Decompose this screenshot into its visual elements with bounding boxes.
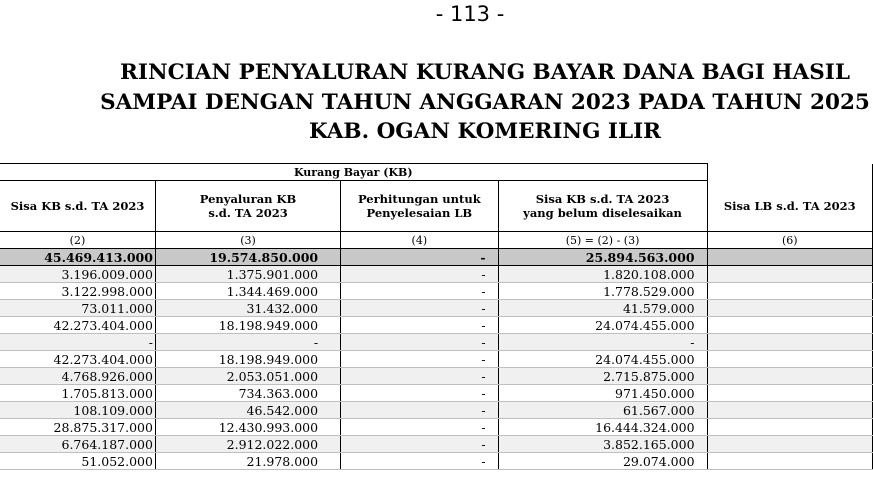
cell-sisa-lb	[707, 317, 872, 334]
total-perhitungan: -	[341, 249, 498, 266]
cell-sisa-lb	[707, 283, 872, 300]
cell-penyaluran-kb: 18.198.949.000	[155, 317, 340, 334]
table-row	[0, 385, 873, 402]
title-line-1: RINCIAN PENYALURAN KURANG BAYAR DANA BAGI HASIL	[120, 60, 850, 85]
cell-penyaluran-kb: 1.375.901.000	[155, 266, 340, 283]
cell-sisa-lb	[707, 300, 872, 317]
cell-sisa-kb: 73.011.000	[0, 300, 155, 317]
table-row	[0, 453, 873, 470]
header-perhitungan-line2: Penyelesaian LB	[366, 206, 473, 220]
cell-penyaluran-kb: -	[155, 334, 340, 351]
cell-sisa-kb: -	[0, 334, 155, 351]
cell-sisa-kb: 28.875.317.000	[0, 419, 155, 436]
cell-sisa-lb	[707, 453, 872, 470]
cell-penyaluran-kb: 12.430.993.000	[155, 419, 340, 436]
cell-perhitungan: -	[341, 317, 498, 334]
header-penyaluran-line2: s.d. TA 2023	[208, 206, 288, 220]
table-row	[0, 351, 873, 368]
cell-sisa-belum: 29.074.000	[498, 453, 707, 470]
cell-sisa-kb: 108.109.000	[0, 402, 155, 419]
header-sisa-lb-label: Sisa LB s.d. TA 2023	[723, 198, 856, 213]
cell-sisa-kb: 4.768.926.000	[0, 368, 155, 385]
cell-sisa-kb: 1.705.813.000	[0, 385, 155, 402]
cell-perhitungan: -	[341, 453, 498, 470]
cell-perhitungan: -	[341, 385, 498, 402]
header-perhitungan	[341, 181, 498, 232]
table-row	[0, 402, 873, 419]
cell-perhitungan: -	[341, 266, 498, 283]
cell-sisa-lb	[707, 419, 872, 436]
header-penyaluran-line1: Penyaluran KB	[199, 192, 297, 206]
cell-penyaluran-kb: 1.344.469.000	[155, 283, 340, 300]
header-sisa-lb	[707, 181, 872, 232]
header-perhitungan-line1: Perhitungan untuk	[357, 192, 481, 206]
cell-sisa-lb	[707, 402, 872, 419]
table-row	[0, 419, 873, 436]
cell-sisa-kb: 42.273.404.000	[0, 317, 155, 334]
cell-penyaluran-kb: 2.912.022.000	[155, 436, 340, 453]
cell-sisa-belum: 24.074.455.000	[498, 317, 707, 334]
cell-sisa-kb: 51.052.000	[0, 453, 155, 470]
cell-perhitungan: -	[341, 300, 498, 317]
cell-sisa-lb	[707, 368, 872, 385]
total-sisa-belum: 25.894.563.000	[498, 249, 707, 266]
cell-perhitungan: -	[341, 436, 498, 453]
cell-perhitungan: -	[341, 334, 498, 351]
cell-sisa-belum: 971.450.000	[498, 385, 707, 402]
cell-sisa-belum: -	[498, 334, 707, 351]
cell-perhitungan: -	[341, 402, 498, 419]
cell-sisa-belum: 1.820.108.000	[498, 266, 707, 283]
header-sisa-kb	[0, 181, 155, 232]
cell-sisa-kb: 6.764.187.000	[0, 436, 155, 453]
page-number: - 113 -	[435, 2, 505, 26]
total-sisa-lb	[707, 249, 872, 266]
cell-perhitungan: -	[341, 351, 498, 368]
header-sisa-belum-diselesaikan	[498, 181, 707, 232]
cell-sisa-belum: 1.778.529.000	[498, 283, 707, 300]
cell-penyaluran-kb: 31.432.000	[155, 300, 340, 317]
cell-penyaluran-kb: 46.542.000	[155, 402, 340, 419]
cell-sisa-kb: 3.122.998.000	[0, 283, 155, 300]
table-row	[0, 266, 873, 283]
title-line-2: SAMPAI DENGAN TAHUN ANGGARAN 2023 PADA TAHUN 2025	[100, 89, 870, 115]
total-row	[0, 249, 873, 266]
header-sisa-belum-line1: Sisa KB s.d. TA 2023	[535, 192, 670, 206]
cell-sisa-lb	[707, 266, 872, 283]
cell-penyaluran-kb: 21.978.000	[155, 453, 340, 470]
cell-sisa-lb	[707, 436, 872, 453]
table-row	[0, 300, 873, 317]
header-sisa-belum-line2: yang belum diselesaikan	[523, 206, 682, 220]
header-spacer	[707, 164, 872, 181]
cell-sisa-belum: 24.074.455.000	[498, 351, 707, 368]
total-sisa-kb: 45.469.413.000	[0, 249, 155, 266]
cell-sisa-belum: 16.444.324.000	[498, 419, 707, 436]
cell-sisa-kb: 3.196.009.000	[0, 266, 155, 283]
header-penyaluran-kb	[155, 181, 340, 232]
cell-penyaluran-kb: 2.053.051.000	[155, 368, 340, 385]
total-penyaluran-kb: 19.574.850.000	[155, 249, 340, 266]
cell-sisa-lb	[707, 334, 872, 351]
table-body	[0, 266, 873, 470]
table-row	[0, 334, 873, 351]
cell-sisa-belum: 41.579.000	[498, 300, 707, 317]
cell-penyaluran-kb: 18.198.949.000	[155, 351, 340, 368]
cell-sisa-belum: 3.852.165.000	[498, 436, 707, 453]
table-row	[0, 368, 873, 385]
group-header-kurang-bayar: Kurang Bayar (KB)	[0, 164, 707, 181]
cell-penyaluran-kb: 734.363.000	[155, 385, 340, 402]
cell-sisa-kb: 42.273.404.000	[0, 351, 155, 368]
cell-perhitungan: -	[341, 283, 498, 300]
column-index-2: (2)	[0, 232, 155, 249]
table-row	[0, 283, 873, 300]
column-index-5: (5) = (2) - (3)	[498, 232, 707, 249]
cell-sisa-belum: 2.715.875.000	[498, 368, 707, 385]
table-row	[0, 436, 873, 453]
kurang-bayar-table	[0, 163, 873, 470]
table-row	[0, 317, 873, 334]
cell-sisa-lb	[707, 385, 872, 402]
document-title	[0, 58, 873, 147]
cell-sisa-belum: 61.567.000	[498, 402, 707, 419]
cell-perhitungan: -	[341, 368, 498, 385]
header-sisa-kb-label: Sisa KB s.d. TA 2023	[10, 199, 145, 213]
column-index-3: (3)	[155, 232, 340, 249]
column-index-4: (4)	[341, 232, 498, 249]
cell-perhitungan: -	[341, 419, 498, 436]
column-index-6: (6)	[707, 232, 872, 249]
title-line-3: KAB. OGAN KOMERING ILIR	[308, 119, 662, 144]
cell-sisa-lb	[707, 351, 872, 368]
